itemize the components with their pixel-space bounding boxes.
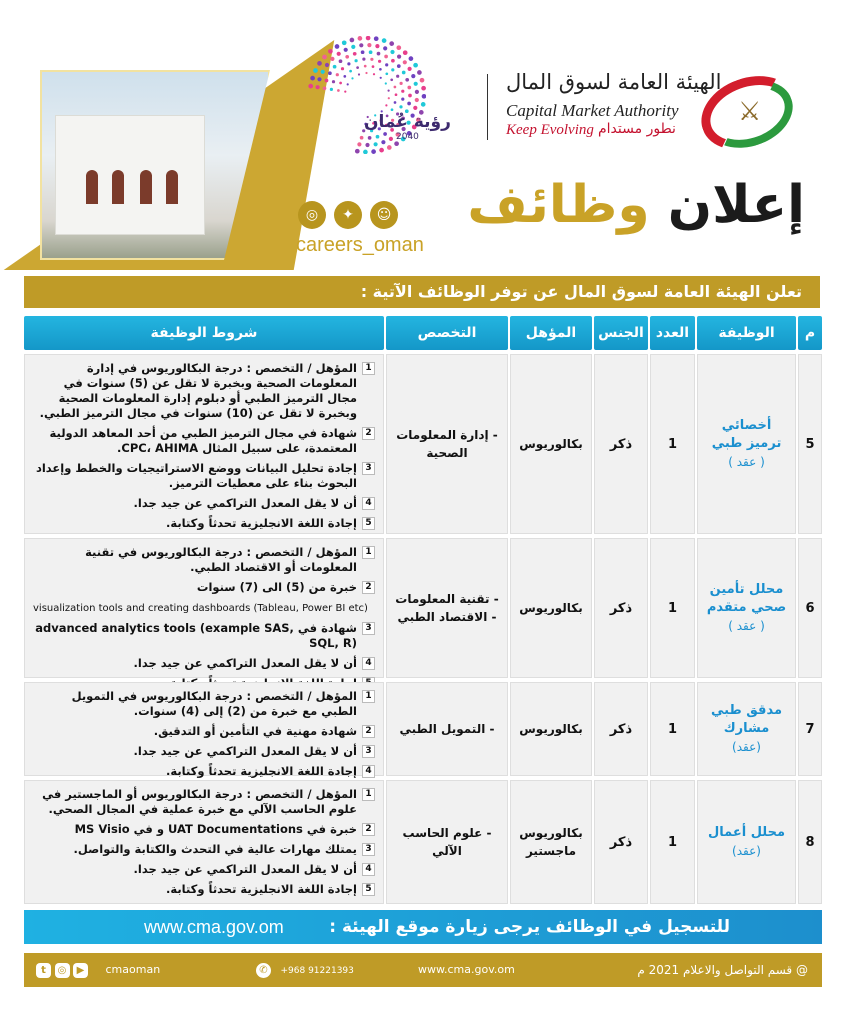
requirement-number: 3 xyxy=(362,843,375,856)
vision-dot xyxy=(362,58,365,61)
vision-dot xyxy=(339,82,342,85)
vision-dot xyxy=(378,60,381,63)
vision-dot xyxy=(349,70,352,73)
specialization-line: - علوم الحاسب xyxy=(402,826,492,840)
specialization-line: - إدارة المعلومات xyxy=(396,428,498,442)
table-row xyxy=(24,682,822,776)
vision-dot xyxy=(325,63,329,67)
vision-dot xyxy=(328,49,333,54)
requirement-item xyxy=(33,461,375,491)
requirement-text: أن لا يقل المعدل التراكمي عن جيد جدا. xyxy=(133,496,357,510)
vision-dot xyxy=(389,137,393,141)
requirement-item xyxy=(33,600,375,616)
requirement-text: إجادة اللغة الانجليزية تحدثاً وكتابة. xyxy=(165,516,357,530)
requirement-item xyxy=(33,656,375,671)
cell-qualification xyxy=(510,354,592,534)
vision-dot xyxy=(388,90,390,92)
vision-dot xyxy=(366,36,371,40)
cell-specialization xyxy=(386,354,508,534)
requirement-number: 1 xyxy=(362,362,375,375)
vision-dot xyxy=(317,61,322,66)
vision-dot xyxy=(415,90,419,94)
footer xyxy=(24,953,822,987)
cell-requirements xyxy=(24,682,384,776)
vision-dot xyxy=(387,145,392,150)
qualification-line: بكالوريوس xyxy=(519,722,583,736)
requirement-text: أن لا يقل المعدل التراكمي عن جيد جدا. xyxy=(133,862,357,876)
requirement-item xyxy=(33,842,375,857)
vision-dot xyxy=(413,63,418,68)
requirement-item xyxy=(33,580,375,595)
vision-dot xyxy=(372,65,375,68)
social-icons xyxy=(298,201,398,229)
vision-dot xyxy=(356,66,359,69)
vision-dot xyxy=(389,41,394,46)
oman-emblem-icon: ⚔ xyxy=(738,97,762,127)
cell-requirements xyxy=(24,538,384,678)
requirement-number: 3 xyxy=(362,745,375,758)
vision-dot xyxy=(396,75,399,78)
cell-qualification xyxy=(510,780,592,904)
vision-dot xyxy=(370,58,373,61)
vision-dot xyxy=(323,86,327,90)
cell-count xyxy=(650,538,695,678)
header-job: الوظيفة xyxy=(697,316,796,350)
registration-banner xyxy=(24,910,822,944)
vision-dot xyxy=(330,57,334,61)
vision-dot xyxy=(344,91,346,93)
header-qualification: المؤهل xyxy=(510,316,592,350)
row-number: 5 xyxy=(805,436,815,452)
job-count: 1 xyxy=(667,721,678,737)
vision-dot xyxy=(332,80,335,83)
header-m: م xyxy=(798,316,822,350)
requirement-item xyxy=(33,689,375,719)
vision-dot xyxy=(403,60,407,64)
vision-dot xyxy=(402,71,406,75)
job-contract-type: ( عقد ) xyxy=(728,619,765,633)
requirement-item xyxy=(33,361,375,421)
vision-dot xyxy=(383,46,387,50)
vision-dot xyxy=(401,90,404,93)
cell-specialization xyxy=(386,538,508,678)
vision-dot xyxy=(381,140,385,144)
requirement-text: أن لا يقل المعدل التراكمي عن جيد جدا. xyxy=(133,656,357,670)
requirement-text: المؤهل / التخصص : درجة البكالوريوس في التمويل الطبي مع خبرة من (2) إلى (4) سنوات. xyxy=(71,689,357,718)
vision-dot xyxy=(347,83,349,85)
headline-part1: إعلان xyxy=(667,175,805,235)
requirement-item xyxy=(33,862,375,877)
cell-qualification xyxy=(510,682,592,776)
vision-dot xyxy=(382,38,387,43)
requirement-text: إجادة اللغة الانجليزية تحدثاً وكتابة. xyxy=(165,882,357,896)
row-number: 6 xyxy=(805,600,815,616)
vision-dot xyxy=(310,76,315,81)
twitter-icon[interactable]: ✦ xyxy=(334,201,362,229)
vision-dot xyxy=(409,56,414,61)
requirement-item xyxy=(33,744,375,759)
requirement-text: إجادة تحليل البيانات ووضع الاستراتيجيات والخطط وإعداد البحوث بناء على معطيات الترميز. xyxy=(35,461,357,490)
table-row xyxy=(24,354,822,534)
vision-dot xyxy=(399,105,402,108)
job-title-line: مشارك xyxy=(723,721,770,736)
qualification-line: بكالوريوس xyxy=(519,601,583,615)
vision-dot xyxy=(413,106,417,110)
vision-dot xyxy=(390,78,393,81)
cma-slogan-arabic: نطور مستدام xyxy=(598,121,676,137)
vision-dot xyxy=(377,52,381,56)
requirement-number: 2 xyxy=(362,427,375,440)
vision-dot xyxy=(379,148,384,153)
vision-dot xyxy=(373,73,375,75)
requirement-text: إجادة اللغة الانجليزية تحدثاً وكتابة. xyxy=(165,764,357,778)
requirement-number: 4 xyxy=(362,497,375,510)
vision-dot xyxy=(411,74,415,78)
table-row xyxy=(24,538,822,678)
job-contract-type: (عقد) xyxy=(732,740,761,754)
whatsapp-icon[interactable]: ✆ xyxy=(256,963,271,978)
job-title-line: أخصائي xyxy=(721,418,772,433)
vision-dot xyxy=(316,85,320,89)
twitter-icon[interactable]: t xyxy=(36,963,51,978)
job-gender: ذكر xyxy=(609,436,633,452)
requirement-text: المؤهل / التخصص : درجة البكالوريوس أو الماجستير في علوم الحاسب الآلي مع خبرة عملية في المجال الصحي. xyxy=(42,787,357,816)
requirement-item xyxy=(33,764,375,779)
instagram-icon[interactable]: ◎ xyxy=(55,963,70,978)
vision-dot xyxy=(388,97,390,99)
job-contract-type: ( عقد ) xyxy=(728,455,765,469)
job-count: 1 xyxy=(667,834,678,850)
requirement-number: 1 xyxy=(362,546,375,559)
vision-dot xyxy=(397,64,401,68)
vision-dot xyxy=(385,82,387,84)
vision-dot xyxy=(417,70,422,75)
vision-dot xyxy=(344,48,348,52)
cell-job xyxy=(697,780,796,904)
vision-dot xyxy=(360,136,364,140)
vision-dot xyxy=(369,50,373,54)
requirement-number: 4 xyxy=(362,765,375,778)
vision-dot xyxy=(336,73,339,76)
vision-dot xyxy=(361,50,365,54)
vision-dot xyxy=(358,73,360,75)
job-title-line: محلل أعمال xyxy=(707,825,786,840)
vision-dot xyxy=(355,149,360,154)
cell-gender xyxy=(594,354,648,534)
vision-dot xyxy=(391,108,394,111)
vision-dot xyxy=(422,94,426,99)
job-contract-type: (عقد) xyxy=(732,844,761,858)
vision-dot xyxy=(330,88,333,91)
requirement-text: شهادة مهنية في التأمين أو التدقيق. xyxy=(153,724,357,738)
job-gender: ذكر xyxy=(609,721,633,737)
vision-dot xyxy=(374,36,379,41)
footer-social xyxy=(36,953,160,987)
requirement-number: 4 xyxy=(362,657,375,670)
requirement-number: 1 xyxy=(362,690,375,703)
vision-dot xyxy=(385,104,387,106)
footer-handle[interactable]: cmaoman xyxy=(105,963,161,976)
cell-gender xyxy=(594,538,648,678)
vision-dot xyxy=(385,72,388,75)
instagram-icon[interactable]: ◎ xyxy=(298,201,326,229)
cell-qualification xyxy=(510,538,592,678)
requirement-number: 3 xyxy=(362,622,375,635)
footer-phone-group xyxy=(256,953,354,988)
vision-dot xyxy=(347,62,350,65)
cell-requirements xyxy=(24,780,384,904)
vision-dot xyxy=(367,43,371,47)
vision-dot xyxy=(394,141,399,146)
vision-dot xyxy=(342,40,347,45)
vision-dot xyxy=(420,78,425,83)
building-window xyxy=(140,170,152,204)
cma-name-english: Capital Market Authority xyxy=(506,101,679,120)
vision-text: رؤية عُمان xyxy=(364,112,451,132)
qualification-line: بكالوريوس xyxy=(519,826,583,840)
vision-dot xyxy=(351,45,355,49)
cma-name-arabic: الهيئة العامة لسوق المال xyxy=(506,70,722,94)
building-window xyxy=(86,170,98,204)
job-count: 1 xyxy=(667,600,678,616)
specialization-line: - التمويل الطبي xyxy=(399,722,495,736)
row-number: 8 xyxy=(805,834,815,850)
requirement-number: 5 xyxy=(362,883,375,896)
vision-dot xyxy=(407,86,411,90)
vision-dot xyxy=(341,67,344,70)
vision-dot xyxy=(407,102,411,106)
snapchat-icon[interactable]: ☺ xyxy=(370,201,398,229)
vision-year: 2040 xyxy=(396,132,419,142)
cell-job xyxy=(697,354,796,534)
requirement-text: يمتلك مهارات عالية في التحدث والكتابة والتواصل. xyxy=(73,842,357,856)
requirement-item xyxy=(33,822,375,837)
requirement-item xyxy=(33,496,375,511)
vision-dot xyxy=(379,68,382,71)
vision-dot xyxy=(421,86,426,91)
footer-phone[interactable]: +968 91221393 xyxy=(280,966,354,976)
requirement-item xyxy=(33,621,375,651)
header-gender: الجنس xyxy=(594,316,648,350)
cma-logo xyxy=(696,72,802,152)
requirement-text: شهادة في مجال الترميز الطبي من أحد المعاهد الدولية المعتمدة، على سبيل المثال CPC، AHIMA. xyxy=(49,426,357,455)
vision-dot xyxy=(355,59,358,62)
footer-copyright: @ قسم التواصل والاعلام 2021 م xyxy=(637,963,808,977)
vision-dot xyxy=(374,142,378,146)
vision-dot xyxy=(365,143,369,147)
requirement-text: شهادة في advanced analytics tools (example SAS, SQL, R) xyxy=(35,621,357,650)
vision-dot xyxy=(337,52,341,56)
requirement-item xyxy=(33,516,375,531)
job-title-line: صحي متقدم xyxy=(706,600,787,615)
requirement-number: 4 xyxy=(362,863,375,876)
table-row xyxy=(24,780,822,904)
cell-job xyxy=(697,682,796,776)
vision-dot xyxy=(380,77,382,79)
vision-dot xyxy=(396,45,401,50)
requirement-item xyxy=(33,426,375,456)
header xyxy=(0,0,850,270)
requirement-item xyxy=(33,724,375,739)
headline xyxy=(455,175,805,235)
vision-dot xyxy=(415,98,419,102)
job-gender: ذكر xyxy=(609,600,633,616)
vision-dot xyxy=(359,43,363,47)
vision-dot xyxy=(376,135,380,139)
job-gender: ذكر xyxy=(609,834,633,850)
cell-requirements xyxy=(24,354,384,534)
vision-dot xyxy=(339,59,343,63)
vision-dot xyxy=(357,142,361,146)
footer-website[interactable]: www.cma.gov.om xyxy=(418,963,515,976)
qualification-line: بكالوريوس xyxy=(519,437,583,451)
vision-dot xyxy=(421,102,426,107)
vision-dot xyxy=(350,38,355,43)
cell-job xyxy=(697,538,796,678)
specialization-line: - الاقتصاد الطبي xyxy=(397,610,497,624)
vision-dot xyxy=(368,136,372,140)
vision-dot xyxy=(397,55,401,59)
vision-dot xyxy=(353,52,357,56)
row-number: 7 xyxy=(805,721,815,737)
vision-dot xyxy=(401,98,404,101)
cell-count xyxy=(650,780,695,904)
vision-dot xyxy=(403,50,408,55)
vision-dot xyxy=(408,67,412,71)
qualification-line: ماجستير xyxy=(525,844,577,858)
requirement-text: المؤهل / التخصص : درجة البكالوريوس في تقنية المعلومات أو الاقتصاد الطبي. xyxy=(85,545,357,574)
vision-dot xyxy=(351,77,353,79)
requirement-item xyxy=(33,545,375,575)
vision-dot xyxy=(375,44,379,48)
vision-dot xyxy=(313,68,318,73)
vision-dot xyxy=(390,50,394,54)
job-title-line: مدقق طبي xyxy=(710,703,783,718)
vision-dot xyxy=(400,82,403,85)
cell-m xyxy=(798,682,822,776)
cell-m xyxy=(798,780,822,904)
building-window xyxy=(166,170,178,204)
vision-dot xyxy=(363,150,368,154)
logo-divider xyxy=(487,74,488,140)
vision-dot xyxy=(405,78,409,82)
intro-banner: تعلن الهيئة العامة لسوق المال عن توفر الوظائف الآتية : xyxy=(24,276,820,308)
vision-dot xyxy=(343,75,346,78)
registration-text: للتسجيل في الوظائف يرجى زيارة موقع الهيئة : xyxy=(329,917,730,937)
requirement-number: 2 xyxy=(362,823,375,836)
youtube-icon[interactable]: ▶ xyxy=(73,963,88,978)
requirement-text: المؤهل / التخصص : درجة البكالوريوس في إدارة المعلومات الصحية وبخبرة لا تقل عن (5) سنوات في مجال الترميز الطبي أو دبلوم إدارة المعلومات الصحية وبخبرة لا تقل عن (10) سنوات في مجال الترميز الطبي. xyxy=(39,361,357,420)
job-title-line: محلل تأمين xyxy=(709,582,784,597)
vision-dot xyxy=(394,86,397,89)
requirement-text: visualization tools and creating dashboards (Tableau, Power BI etc) xyxy=(33,603,368,614)
header-specialization: التخصص xyxy=(386,316,508,350)
cell-count xyxy=(650,354,695,534)
vision-dot xyxy=(384,55,388,59)
vision-dot xyxy=(408,94,412,98)
cma-slogan-english: Keep Evolving xyxy=(506,122,594,138)
vision-dot xyxy=(364,65,367,68)
cell-specialization xyxy=(386,780,508,904)
vision-dot xyxy=(328,71,332,75)
requirement-number: 5 xyxy=(362,517,375,530)
vision-dot xyxy=(335,44,340,49)
vision-dot xyxy=(371,149,376,154)
vision-dot xyxy=(333,65,337,69)
cell-gender xyxy=(594,682,648,776)
requirement-text: خبرة في UAT Documentations و في MS Visio xyxy=(74,822,357,836)
building-window xyxy=(112,170,124,204)
vision-dot xyxy=(322,55,327,60)
requirement-number: 2 xyxy=(362,581,375,594)
requirement-item xyxy=(33,787,375,817)
vision-dot xyxy=(365,72,367,74)
vision-dot xyxy=(391,68,394,71)
vision-dot xyxy=(394,101,397,104)
requirement-number: 1 xyxy=(362,788,375,801)
cell-m xyxy=(798,538,822,678)
specialization-line: الصحية xyxy=(426,446,468,460)
vision-dot xyxy=(383,132,387,136)
requirement-text: أن لا يقل المعدل التراكمي عن جيد جدا. xyxy=(133,744,357,758)
cell-m xyxy=(798,354,822,534)
table-header xyxy=(24,316,822,350)
specialization-line: - تقنية المعلومات xyxy=(395,592,499,606)
social-handle[interactable]: careers_oman xyxy=(296,234,424,256)
job-count: 1 xyxy=(667,436,678,452)
vision-dot xyxy=(391,59,395,63)
header-requirements: شروط الوظيفة xyxy=(24,316,384,350)
requirement-item xyxy=(33,882,375,897)
cell-count xyxy=(650,682,695,776)
cell-specialization xyxy=(386,682,508,776)
vision-dot xyxy=(317,77,321,81)
vision-dot xyxy=(308,84,313,89)
vision-dot xyxy=(414,82,418,86)
vision-dot xyxy=(395,93,398,96)
header-count: العدد xyxy=(650,316,695,350)
job-title-line: ترميز طبي xyxy=(711,436,782,451)
vision-dot xyxy=(321,70,325,74)
vision-dot xyxy=(385,63,388,66)
vision-dot xyxy=(325,79,329,83)
vision-dot xyxy=(337,89,340,92)
registration-link[interactable]: www.cma.gov.om xyxy=(144,917,284,937)
requirement-number: 3 xyxy=(362,462,375,475)
building-facade xyxy=(55,115,205,235)
vision-dot xyxy=(345,55,349,59)
headline-part2: وظائف xyxy=(467,175,650,235)
requirement-text: خبرة من (5) الى (7) سنوات xyxy=(196,580,357,594)
cell-gender xyxy=(594,780,648,904)
specialization-line: الآلي xyxy=(432,844,462,858)
requirement-number: 2 xyxy=(362,725,375,738)
vision-dot xyxy=(358,36,363,41)
